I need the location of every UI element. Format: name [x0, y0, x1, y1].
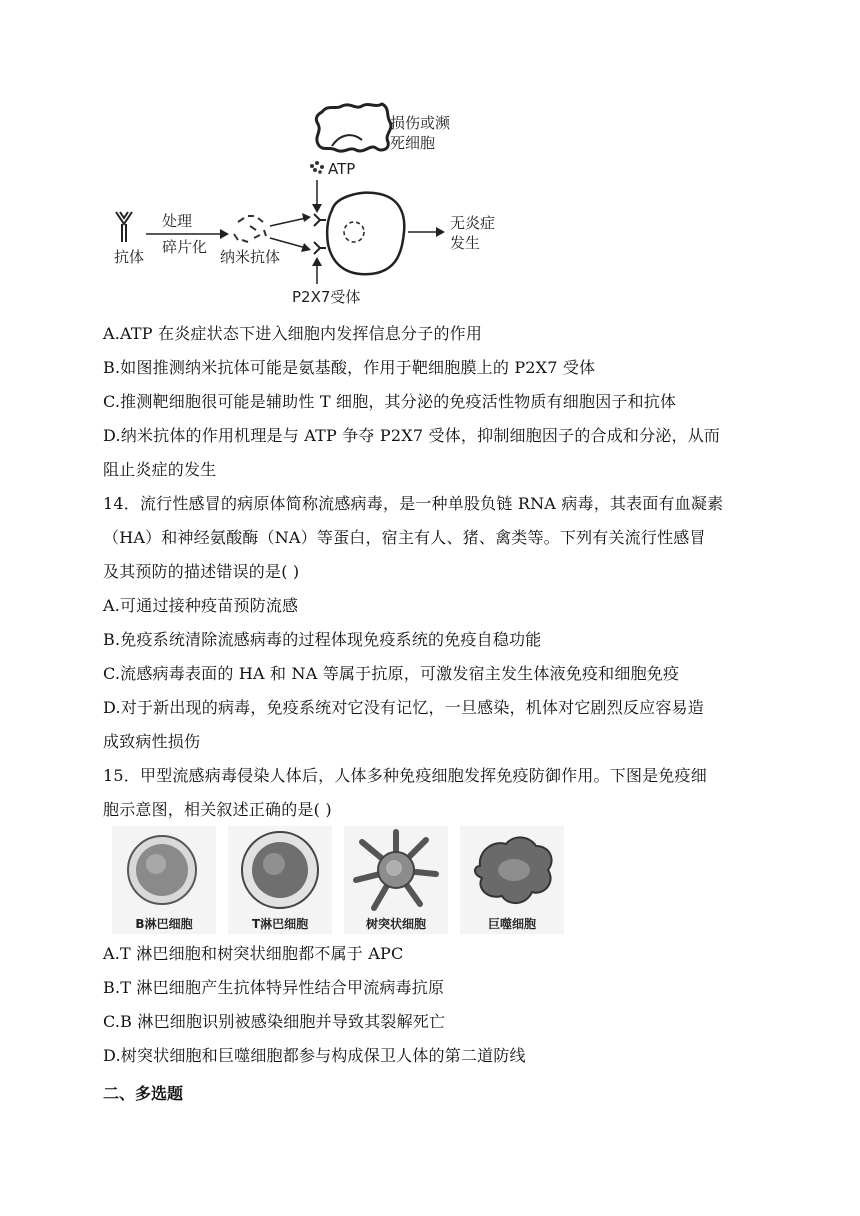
q13-option-d: D.纳米抗体的作用机理是与 ATP 争夺 P2X7 受体，抑制细胞因子的合成和分泌，从而 — [103, 426, 721, 445]
t-cell-panel — [228, 826, 332, 934]
t-cell-label: T淋巴细胞 — [251, 917, 309, 931]
q13-option-b: B.如图推测纳米抗体可能是氨基酸，作用于靶细胞膜上的 P2X7 受体 — [103, 358, 596, 377]
b-cell-panel — [112, 826, 216, 934]
q14-option-c: C.流感病毒表面的 HA 和 NA 等属于抗原，可激发宿主发生体液免疫和细胞免疫 — [103, 664, 680, 683]
q13-option-c: C.推测靶细胞很可能是辅助性 T 细胞，其分泌的免疫活性物质有细胞因子和抗体 — [103, 392, 677, 411]
macrophage-label: 巨噬细胞 — [487, 917, 536, 931]
damaged-cell-label-1: 损伤或濒 — [390, 114, 451, 132]
no-inflammation-label-1: 无炎症 — [450, 214, 496, 232]
q13-option-a: A.ATP 在炎症状态下进入细胞内发挥信息分子的作用 — [103, 324, 483, 343]
damaged-cell-inner — [332, 135, 362, 146]
macrophage-image — [460, 826, 564, 916]
dendritic-cell-label: 树突状细胞 — [365, 917, 426, 931]
q15-option-b: B.T 淋巴细胞产生抗体特异性结合甲流病毒抗原 — [103, 978, 445, 997]
q15-stem-1: 15．甲型流感病毒侵染人体后，人体多种免疫细胞发挥免疫防御作用。下图是免疫细 — [103, 766, 707, 785]
nano-antibody-label: 纳米抗体 — [220, 248, 281, 266]
immune-cells-figure — [112, 826, 560, 934]
q14-stem-1: 14．流行性感冒的病原体简称流感病毒，是一种单股负链 RNA 病毒，其表面有血凝素 — [103, 494, 724, 513]
target-cell-nucleus — [344, 222, 364, 242]
target-cell — [327, 193, 404, 274]
nano-antibody-diagram — [100, 100, 500, 308]
nano-antibody-fragments — [234, 216, 266, 242]
q15-option-d: D.树突状细胞和巨噬细胞都参与构成保卫人体的第二道防线 — [103, 1046, 526, 1065]
q14-stem-2: （HA）和神经氨酸酶（NA）等蛋白，宿主有人、猪、禽类等。下列有关流行性感冒 — [103, 528, 706, 547]
section-title: 二、多选题 — [103, 1084, 184, 1103]
q14-stem-3: 及其预防的描述错误的是( ) — [103, 562, 300, 581]
dendritic-cell-panel — [344, 826, 448, 934]
q14-option-d: D.对于新出现的病毒，免疫系统对它没有记忆，一旦感染，机体对它剧烈反应容易造 — [103, 698, 704, 717]
damaged-cell-shape — [316, 104, 391, 151]
atp-label: ATP — [328, 160, 356, 178]
q15-option-a: A.T 淋巴细胞和树突状细胞都不属于 APC — [103, 944, 404, 963]
q14-option-b: B.免疫系统清除流感病毒的过程体现免疫系统的免疫自稳功能 — [103, 630, 542, 649]
q14-option-d-cont: 成致病性损伤 — [103, 732, 201, 751]
process-label-1: 处理 — [162, 212, 193, 230]
q13-option-d-cont: 阻止炎症的发生 — [103, 460, 217, 479]
receptor-label: P2X7受体 — [292, 288, 361, 306]
q14-option-a: A.可通过接种疫苗预防流感 — [103, 596, 299, 615]
antibody-shape — [116, 212, 132, 242]
b-cell-image — [112, 826, 216, 916]
atp-particles — [310, 161, 324, 174]
macrophage-panel — [460, 826, 564, 934]
dendritic-cell-image — [344, 826, 448, 916]
process-label-2: 碎片化 — [162, 238, 208, 256]
q15-option-c: C.B 淋巴细胞识别被感染细胞并导致其裂解死亡 — [103, 1012, 446, 1031]
b-cell-label: B淋巴细胞 — [135, 917, 193, 931]
p2x7-receptors — [314, 214, 326, 254]
damaged-cell-label-2: 死细胞 — [390, 134, 436, 152]
antibody-label: 抗体 — [114, 248, 145, 266]
q15-stem-2: 胞示意图，相关叙述正确的是( ) — [103, 800, 332, 819]
no-inflammation-label-2: 发生 — [450, 234, 481, 252]
t-cell-image — [228, 826, 332, 916]
